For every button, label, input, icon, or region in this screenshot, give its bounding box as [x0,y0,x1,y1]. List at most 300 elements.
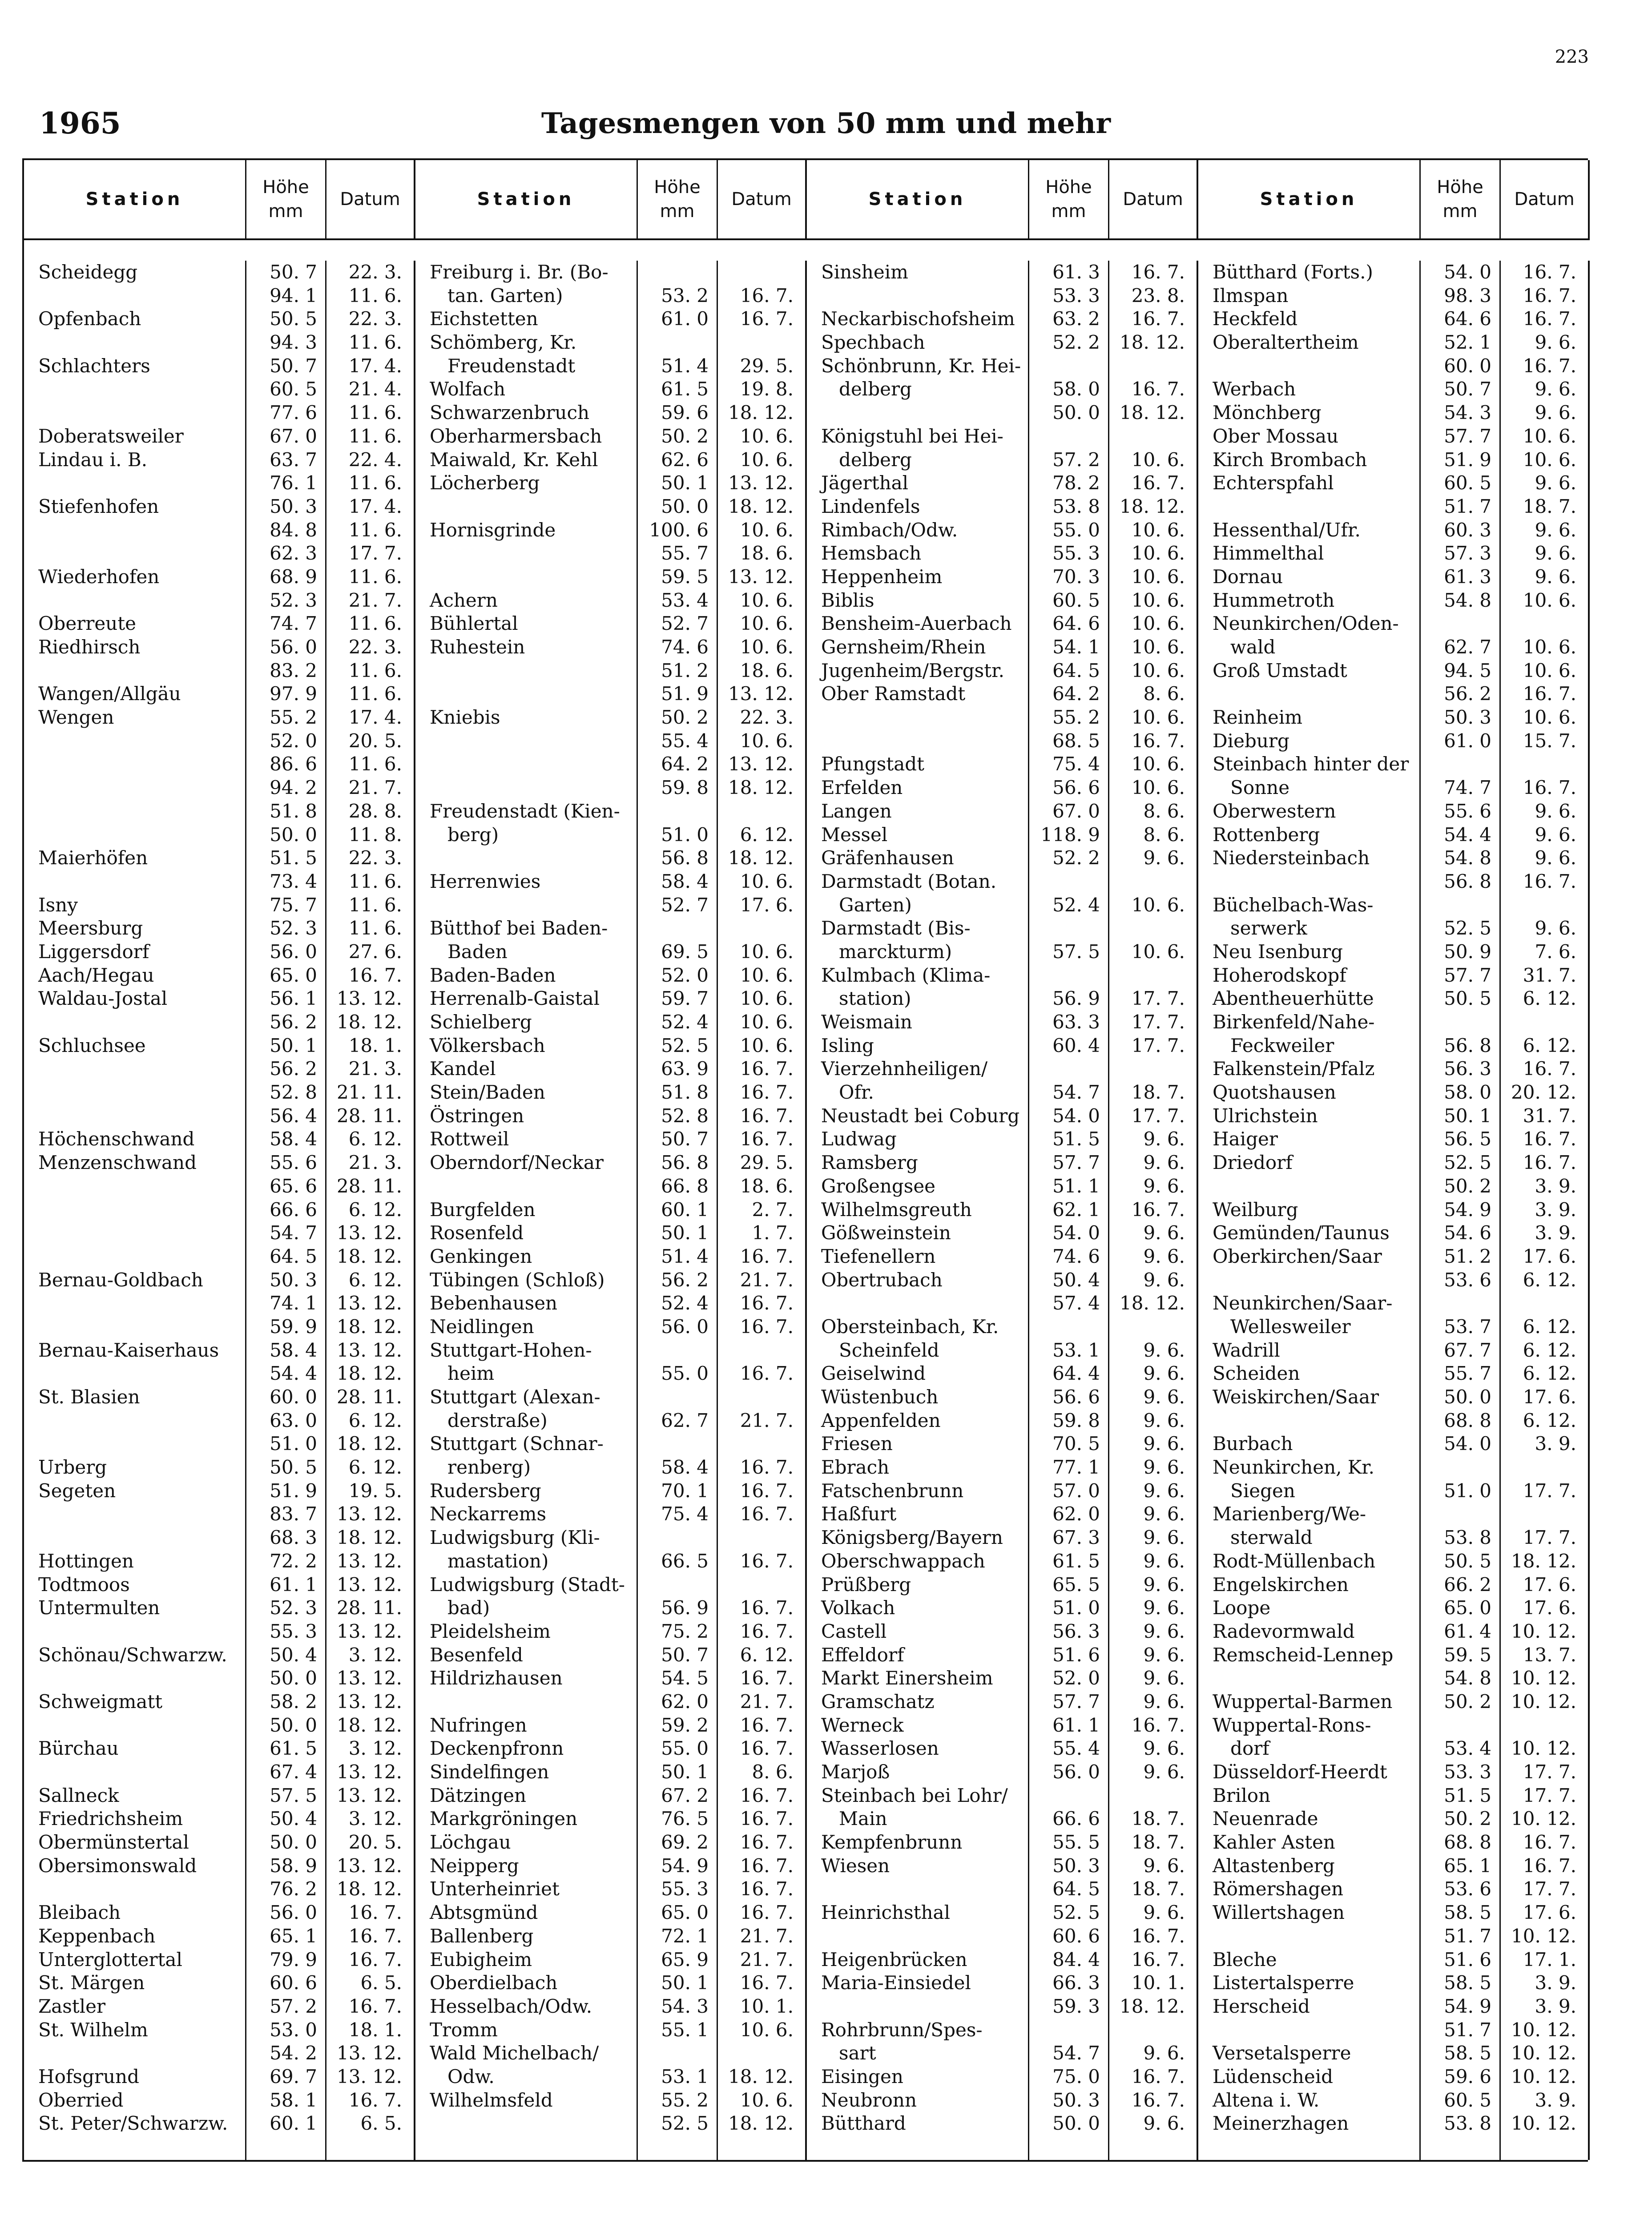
table-cell [430,495,637,519]
table-cell: 66. 3 [1052,1972,1100,1994]
table-cell: 54. 9 [1444,1995,1491,2017]
table-cell: 10. 12. [1511,2042,1576,2064]
table-cell: Main [821,1808,887,1830]
table-cell: 17. 4. [348,495,402,517]
table-cell: 54. 0 [1444,1433,1491,1455]
table-body [807,240,1198,2160]
table-cell: 74. 6 [661,636,709,658]
table-cell: 22. 3. [348,261,402,283]
table-cell: 61. 0 [661,308,709,330]
table-cell: Obersteinbach, Kr. [821,1315,999,1338]
page-number: 223 [1555,47,1589,67]
table-cell: 9. 6. [1143,1644,1185,1666]
table-cell: 52. 8 [661,1104,709,1127]
table-cell: Stuttgart (Schnar- [430,1433,604,1455]
table-cell [821,1995,1028,2019]
table-cell: 16. 7. [348,1948,402,1970]
table-cell: 52. 0 [661,964,709,986]
header-station: Station [415,160,638,238]
table-cell: Driedorf [1213,1152,1293,1174]
table-cell: Neubronn [821,2089,917,2111]
header-hoehe: Höhe mm [638,160,718,238]
table-cell: 50. 1 [661,1761,709,1783]
table-cell: 16. 7. [740,1315,794,1338]
table-cell [1029,2019,1100,2042]
table-cell: 10. 6. [740,1011,794,1033]
table-cell: 9. 6. [1143,1667,1185,1689]
table-cell: 65. 0 [661,1902,709,1924]
header-hoehe: Höhe mm [1029,160,1109,238]
table-cell: sart [821,2042,876,2064]
table-cell: 11. 6. [348,894,402,916]
table-cell: 59. 7 [661,987,709,1010]
table-cell [1421,753,1491,776]
table-cell: 61. 1 [270,1573,317,1595]
table-cell: Lüdenscheid [1213,2065,1334,2087]
table-cell: 22. 3. [348,636,402,658]
table-cell: Gernsheim/Rhein [821,636,986,658]
table-cell: Volkach [821,1597,895,1619]
precipitation-table [22,158,1588,2162]
table-cell: 3. 9. [1535,2089,1576,2111]
table-cell: Besenfeld [430,1644,523,1666]
table-cell: dorf [1213,1737,1269,1760]
table-cell: Doberatsweiler [38,425,184,447]
table-cell: 17. 6. [1523,1597,1576,1619]
table-cell: 13. 12. [728,753,794,775]
table-cell [38,1292,245,1315]
table-cell: 50. 3 [270,1269,317,1291]
table-cell: 50. 0 [270,1667,317,1689]
table-cell: 66. 2 [1444,1573,1491,1595]
table-cell: 94. 1 [270,284,317,306]
table-cell: 10. 12. [1511,1690,1576,1712]
table-cell: 20. 5. [348,1831,402,1853]
table-cell: Ruhestein [430,636,525,658]
table-cell: Neuenrade [1213,1808,1318,1830]
table-cell: Wilhelmsgreuth [821,1198,972,1221]
table-cell [638,261,709,284]
table-cell [38,659,245,683]
table-cell: 69. 2 [661,1831,709,1853]
table-cell: 16. 7. [740,1737,794,1760]
table-cell: 9. 6. [1143,2112,1185,2135]
table-cell: 54. 1 [1052,636,1100,658]
table-cell: Tübingen (Schloß) [430,1269,605,1291]
table-cell: 16. 7. [740,1784,794,1806]
datum-column [1109,261,1198,2160]
table-cell [38,1503,245,1526]
table-cell: 59. 5 [1444,1644,1491,1666]
table-cell: Pleidelsheim [430,1620,551,1642]
table-cell: Weilburg [1213,1198,1298,1221]
table-cell: 18. 12. [337,1362,402,1385]
table-cell: 28. 11. [337,1175,402,1197]
table-cell [1501,1456,1576,1479]
table-cell: Scheinfeld [821,1339,939,1361]
table-cell: 51. 0 [270,1433,317,1455]
table-cell: 10. 12. [1511,1620,1576,1642]
table-cell: 50. 4 [270,1808,317,1830]
table-cell: Echterspfahl [1213,472,1334,494]
table-cell: Neunkirchen/Saar- [1213,1292,1393,1314]
table-cell: Feckweiler [1213,1034,1334,1056]
table-cell: 63. 7 [270,448,317,471]
table-cell [821,1925,1028,1948]
table-cell: Mönchberg [1213,402,1322,424]
table-cell: Neunkirchen, Kr. [1213,1456,1375,1479]
table-cell: 52. 1 [1444,331,1491,354]
table-cell: Wiesen [821,1854,890,1877]
table-cell [1029,355,1100,378]
table-cell: 10. 12. [1511,2112,1576,2135]
table-cell: 18. 12. [1120,495,1185,517]
table-cell: 16. 7. [740,1362,794,1385]
table-cell: 16. 7. [1131,2065,1185,2087]
table-cell: 6. 12. [1523,1269,1576,1291]
table-cell: 18. 12. [337,1878,402,1900]
table-cell: Castell [821,1620,887,1642]
table-cell: 13. 12. [337,1339,402,1361]
table-cell: 10. 6. [1131,565,1185,588]
table-cell: Bütthard [821,2112,906,2135]
table-cell: Menzenschwand [38,1152,197,1174]
table-cell: 21. 7. [348,777,402,799]
table-cell: 10. 6. [1523,659,1576,681]
table-cell: 10. 12. [1511,1667,1576,1689]
table-cell: Lindenfels [821,495,920,517]
table-cell: 57. 3 [1444,542,1491,564]
table-group-1 [24,160,415,2160]
table-cell [1029,1784,1100,1808]
table-cell: Rosenfeld [430,1222,524,1244]
table-cell: 54. 0 [1052,1104,1100,1127]
table-cell: Baden-Baden [430,964,556,986]
table-cell: 10. 12. [1511,1808,1576,1830]
table-cell: 16. 7. [740,1620,794,1642]
table-header [415,160,807,240]
table-cell: Herscheid [1213,1995,1310,2017]
table-cell: 51. 9 [1444,448,1491,471]
table-cell: Appenfelden [821,1409,941,1431]
table-cell: Bütthard (Forts.) [1213,261,1373,283]
table-cell [821,729,1028,753]
table-header [1198,160,1590,240]
table-cell: 62. 6 [661,448,709,471]
table-cell: Hesselbach/Odw. [430,1995,592,2017]
table-cell: 73. 4 [270,870,317,892]
table-cell: Langen [821,800,892,822]
table-cell: 53. 1 [661,2065,709,2087]
table-cell [38,753,245,776]
table-cell: 10. 1. [740,1995,794,2017]
table-cell: Rodt-Müllenbach [1213,1550,1376,1572]
table-cell: Bernau-Kaiserhaus [38,1339,219,1361]
table-cell: 18. 12. [728,402,794,424]
table-cell: delberg [821,448,912,471]
header-hoehe: Höhe mm [246,160,326,238]
table-cell: 60. 0 [1444,355,1491,377]
table-cell: 11. 6. [348,683,402,705]
table-cell [1109,870,1185,894]
table-cell: 64. 6 [1444,308,1491,330]
table-cell: 6. 12. [348,1269,402,1291]
table-cell [1029,425,1100,448]
table-cell: 52. 5 [661,1034,709,1056]
table-cell: Schweigmatt [38,1690,163,1712]
table-cell: 3. 12. [348,1808,402,1830]
table-body [1198,240,1590,2160]
table-cell: 52. 4 [661,1292,709,1314]
table-cell: Radevormwald [1213,1620,1355,1642]
table-cell [1501,1503,1576,1526]
table-cell: Achern [430,589,498,611]
table-cell: 9. 6. [1535,402,1576,424]
table-cell: 6. 12. [1523,1339,1576,1361]
table-cell: 61. 3 [1052,261,1100,283]
table-cell: 50. 2 [1444,1808,1491,1830]
table-cell: 17. 7. [1523,1479,1576,1502]
table-cell: 9. 6. [1143,1433,1185,1455]
table-cell: 72. 1 [661,1925,709,1947]
table-cell: 18. 12. [337,1433,402,1455]
table-cell: 75. 4 [1052,753,1100,775]
table-cell: Hummetroth [1213,589,1335,611]
table-cell [1421,612,1491,636]
table-cell: 64. 6 [1052,612,1100,635]
table-cell: Dieburg [1213,729,1289,752]
table-cell: 8. 6. [1143,823,1185,846]
table-cell: Effeldorf [821,1644,904,1666]
table-cell: 9. 6. [1143,1761,1185,1783]
table-cell: Kandel [430,1058,496,1080]
table-header [807,160,1198,240]
table-cell: 54. 3 [1444,402,1491,424]
table-cell: 53. 3 [1444,1761,1491,1783]
table-cell: 17. 7. [1523,1527,1576,1549]
table-cell: 50. 1 [661,1972,709,1994]
station-column [415,261,638,2160]
table-cell: Neu Isenburg [1213,940,1343,963]
table-cell: 51. 8 [661,1081,709,1104]
table-cell: Jugenheim/Bergstr. [821,659,1004,681]
table-cell [1213,870,1419,894]
table-cell: 54. 5 [661,1667,709,1689]
table-cell: bad) [430,1597,490,1619]
table-cell: 53. 4 [661,589,709,611]
table-cell: Urberg [38,1456,107,1479]
table-cell: 16. 7. [740,1831,794,1853]
table-cell [1421,1503,1491,1526]
table-cell [38,800,245,823]
header-station: Station [1198,160,1421,238]
table-cell: Isny [38,894,78,916]
table-cell: 50. 1 [661,472,709,494]
table-cell: 58. 1 [270,2089,317,2111]
page-title: Tagesmengen von 50 mm und mehr [541,107,1111,140]
table-cell: 53. 7 [1444,1315,1491,1338]
table-cell: 63. 0 [270,1409,317,1431]
table-cell [821,1878,1028,1901]
table-cell: Geiselwind [821,1362,926,1385]
table-cell [718,1339,794,1362]
table-cell: Herrenwies [430,870,541,892]
table-cell: 16. 7. [1523,1128,1576,1150]
table-cell: Quotshausen [1213,1081,1336,1104]
table-cell: 10. 6. [1131,894,1185,916]
table-cell: 21. 7. [740,1269,794,1291]
table-cell [430,565,637,589]
table-cell: 9. 6. [1143,1737,1185,1760]
header-datum: Datum [1109,160,1198,238]
table-cell: 60. 5 [270,378,317,400]
table-cell: 16. 7. [1523,683,1576,705]
table-cell: 72. 2 [270,1550,317,1572]
table-cell: Hottingen [38,1550,134,1572]
table-cell: Kirch Brombach [1213,448,1367,471]
table-cell [718,331,794,355]
table-cell: 54. 8 [1444,1667,1491,1689]
table-cell: derstraße) [430,1409,548,1431]
table-cell: Schönbrunn, Kr. Hei- [821,355,1021,377]
table-cell: Rudersberg [430,1479,541,1502]
table-cell: 13. 12. [337,2065,402,2087]
table-cell: 8. 6. [1143,683,1185,705]
table-cell [638,2042,709,2065]
table-cell: Rimbach/Odw. [821,519,958,541]
table-cell: 59. 6 [1444,2065,1491,2087]
table-cell: Weiskirchen/Saar [1213,1386,1379,1408]
table-cell: 19. 8. [740,378,794,400]
table-cell: 57. 4 [1052,1292,1100,1314]
table-cell: 16. 7. [1131,378,1185,400]
table-cell: 18. 6. [740,1175,794,1197]
table-cell: 17. 6. [1523,1902,1576,1924]
table-cell: 52. 0 [1052,1667,1100,1689]
table-cell [38,542,245,565]
table-cell: 31. 7. [1523,1104,1576,1127]
table-cell: 50. 0 [270,1831,317,1853]
table-cell: Großengsee [821,1175,936,1197]
table-cell: 57. 2 [270,1995,317,2017]
table-cell: 16. 7. [1523,1058,1576,1080]
table-cell: Tiefenellern [821,1245,936,1267]
table-cell: 16. 7. [1131,2089,1185,2111]
table-cell: 16. 7. [1131,1925,1185,1947]
table-cell: 74. 7 [270,612,317,635]
table-cell: 55. 3 [661,1878,709,1900]
table-cell: 21. 3. [348,1152,402,1174]
table-cell: 65. 1 [270,1925,317,1947]
table-group-3 [807,160,1198,2160]
table-cell: Ulrichstein [1213,1104,1318,1127]
table-cell: Riedhirsch [38,636,141,658]
table-cell: 13. 12. [337,1292,402,1314]
table-cell: Siegen [1213,1479,1295,1502]
table-cell: 15. 7. [1523,729,1576,752]
table-cell: heim [430,1362,495,1385]
table-cell [1213,1667,1419,1690]
table-cell: 60. 1 [270,2112,317,2135]
table-cell: 58. 2 [270,1690,317,1712]
table-cell: 23. 8. [1131,284,1185,306]
table-cell [38,1761,245,1784]
table-cell: 56. 2 [661,1269,709,1291]
table-cell: 6. 12. [348,1409,402,1431]
table-cell: Schwarzenbruch [430,402,590,424]
table-cell: 62. 7 [1444,636,1491,658]
table-cell [638,1339,709,1362]
table-cell [38,1409,245,1433]
table-cell: 18. 12. [728,2065,794,2087]
table-cell: Weismain [821,1011,912,1033]
table-cell: Oberaltertheim [1213,331,1359,354]
table-cell: 52. 5 [661,2112,709,2135]
table-cell: Fatschenbrunn [821,1479,964,1502]
table-cell: 16. 7. [740,1081,794,1104]
table-cell: 10. 6. [1131,636,1185,658]
table-cell [638,800,709,823]
table-cell [38,284,245,308]
table-cell: 61. 5 [1052,1550,1100,1572]
table-cell: 9. 6. [1143,1152,1185,1174]
table-cell: 10. 6. [1131,706,1185,729]
table-cell: Oberkirchen/Saar [1213,1245,1382,1267]
table-cell: Ober Ramstadt [821,683,966,705]
table-cell: Lindau i. B. [38,448,148,471]
table-cell: 13. 12. [337,1503,402,1525]
table-cell: Jägerthal [821,472,909,494]
table-cell [38,1011,245,1034]
table-cell: Obersimonswald [38,1854,197,1877]
table-cell [638,917,709,940]
table-cell: 10. 6. [1523,636,1576,658]
table-cell [1109,1784,1185,1808]
table-cell: 67. 2 [661,1784,709,1806]
table-cell: 64. 2 [661,753,709,775]
table-cell: 9. 6. [1143,1269,1185,1291]
table-cell: 9. 6. [1143,1456,1185,1479]
table-cell: 3. 9. [1535,1995,1576,2017]
table-cell: 60. 3 [1444,519,1491,541]
table-cell: 50. 4 [270,1644,317,1666]
table-cell: 97. 9 [270,683,317,705]
table-cell [1109,917,1185,940]
table-cell [1421,1456,1491,1479]
table-cell: 1. 7. [752,1222,794,1244]
table-cell: 65. 1 [1444,1854,1491,1877]
table-cell: 10. 6. [1131,589,1185,611]
table-cell [718,2042,794,2065]
table-cell: 10. 6. [740,940,794,963]
table-cell: 18. 6. [740,659,794,681]
table-cell: 13. 7. [1523,1644,1576,1666]
table-cell: 50. 5 [1444,987,1491,1010]
table-cell: Friesen [821,1433,893,1455]
table-cell: Unterheinriet [430,1878,560,1900]
table-cell: Bebenhausen [430,1292,558,1314]
table-cell: Königsberg/Bayern [821,1527,1003,1549]
table-cell: 55. 3 [1052,542,1100,564]
table-cell: Opfenbach [38,308,141,330]
table-cell: Groß Umstadt [1213,659,1347,681]
table-cell: Aach/Hegau [38,964,154,986]
table-cell: 16. 7. [740,1972,794,1994]
table-cell: 68. 8 [1444,1831,1491,1853]
table-cell: 50. 7 [270,355,317,377]
table-cell: 70. 5 [1052,1433,1100,1455]
table-cell: 52. 3 [270,917,317,939]
